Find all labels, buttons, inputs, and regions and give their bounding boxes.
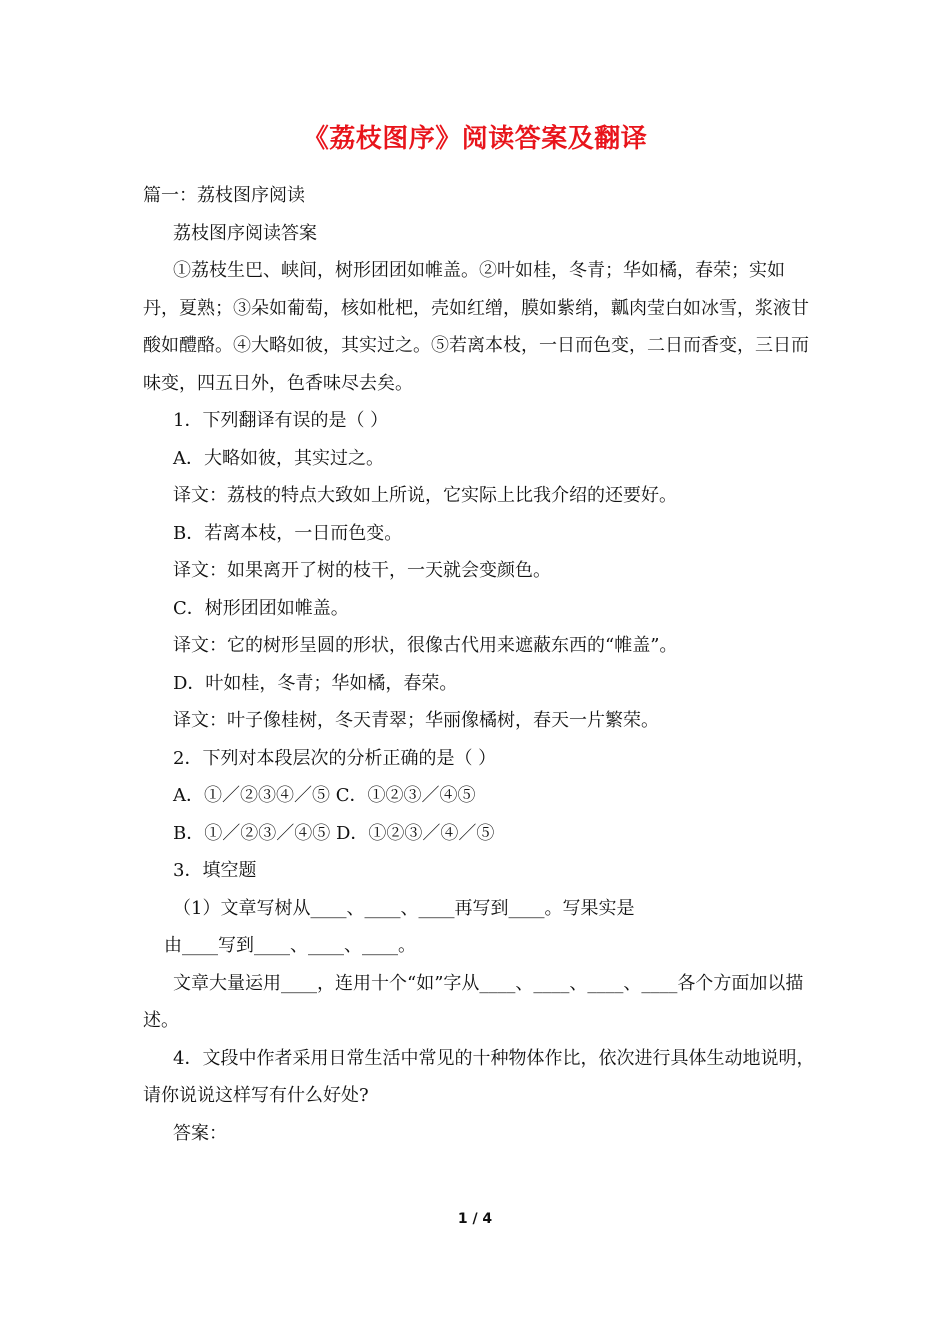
q3-fill-line-2: 由____写到____、____、____。 — [164, 935, 416, 956]
q1-option-c-translation: 译文：它的树形呈圆的形状，很像古代用来遮蔽东西的“帷盖”。 — [173, 635, 678, 656]
subheading: 荔枝图序阅读答案 — [173, 222, 317, 244]
document-title: 《荔枝图序》阅读答案及翻译 — [302, 124, 648, 154]
q3-fill-line-1: （1）文章写树从____、____、____再写到____。写果实是 — [173, 897, 635, 919]
answer-label: 答案： — [173, 1122, 227, 1144]
q1-option-c: C．树形团团如帷盖。 — [173, 597, 349, 619]
section-heading: 篇一：荔枝图序阅读 — [143, 185, 305, 206]
page-number: 1 / 4 — [457, 1211, 493, 1227]
passage-text: ①荔枝生巴、峡间，树形团团如帷盖。②叶如桂，冬青；华如橘，春荣；实如丹，夏熟；③朵如葡萄，核如枇杷，壳如红缯，膜如紫绡，瓤肉莹白如冰雪，浆液甘酸如醴酪。④大略如彼，其实过之。⑤若离本枝，一日而色变，二日而香变，三日而味变，四五日外，色香味尽去矣。 — [143, 260, 809, 394]
q1-option-d-translation: 译文：叶子像桂树，冬天青翠；华丽像橘树，春天一片繁荣。 — [173, 710, 659, 731]
q1-option-b-translation: 译文：如果离开了树的枝干，一天就会变颜色。 — [173, 560, 551, 581]
question-2-stem: 2．下列对本段层次的分析正确的是（ ） — [173, 747, 497, 769]
q1-option-b: B．若离本枝，一日而色变。 — [173, 522, 403, 544]
question-3-stem: 3．填空题 — [173, 860, 257, 881]
question-1-stem: 1．下列翻译有误的是（ ） — [173, 410, 389, 431]
document-body — [143, 177, 819, 1152]
q2-options-row-1: A．①／②③④／⑤ C．①②③／④⑤ — [173, 785, 476, 806]
q1-option-d: D．叶如桂，冬青；华如橘，春荣。 — [173, 672, 458, 694]
q3-fill-line-3: 文章大量运用____，连用十个“如”字从____、____、____、____各个方面加以描述。 — [143, 972, 804, 1031]
q2-options-row-2: B．①／②③／④⑤ D．①②③／④／⑤ — [173, 822, 495, 844]
q1-option-a: A．大略如彼，其实过之。 — [173, 447, 384, 469]
question-4-stem: 4．文段中作者采用日常生活中常见的十种物体作比，依次进行具体生动地说明，请你说说这样写有什么好处? — [143, 1047, 815, 1106]
q1-option-a-translation: 译文：荔枝的特点大致如上所说，它实际上比我介绍的还要好。 — [173, 485, 677, 506]
